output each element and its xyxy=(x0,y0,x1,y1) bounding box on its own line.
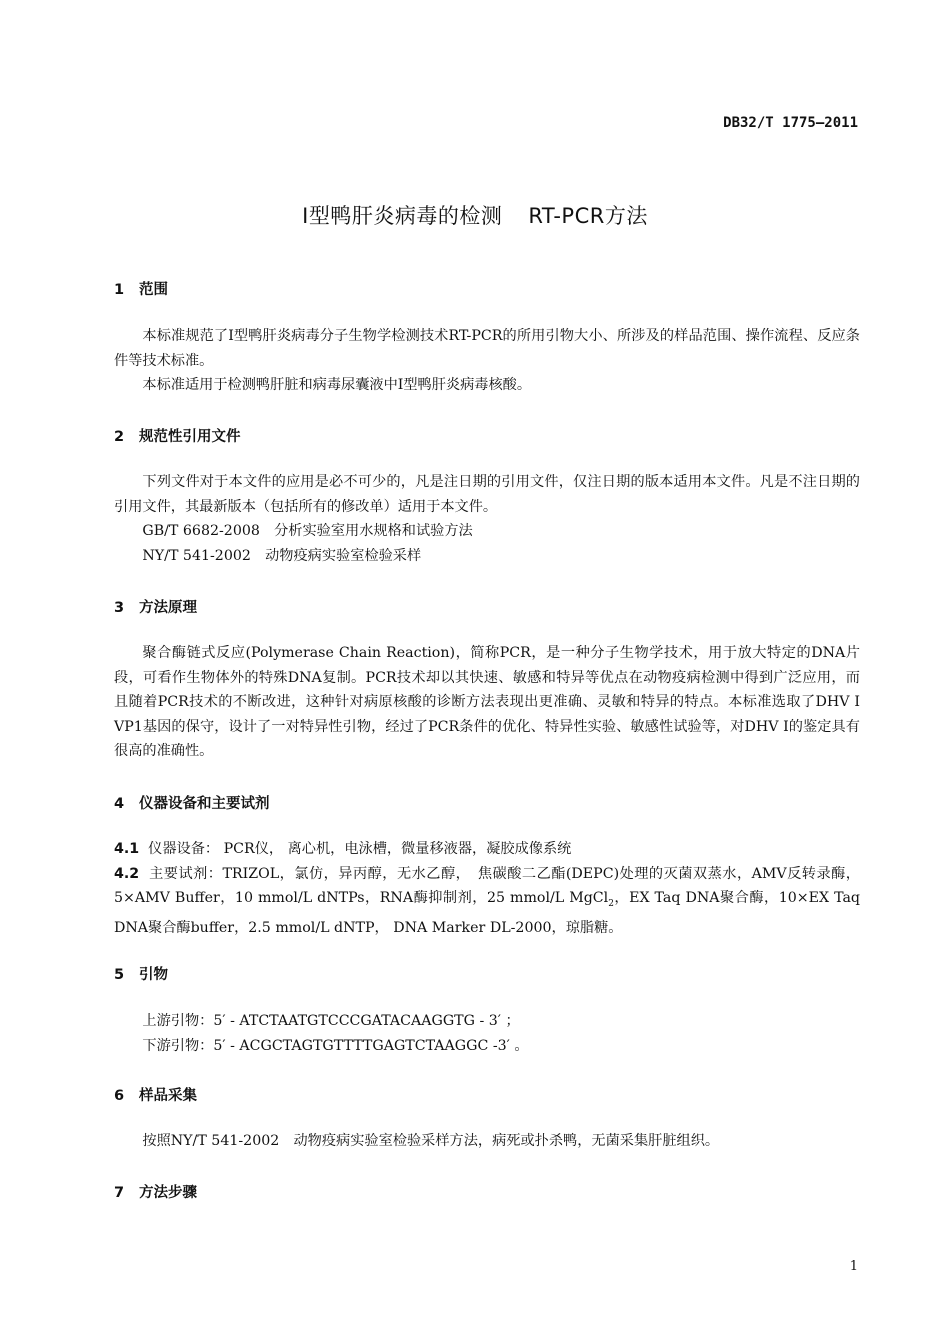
standard-code: DB32/T 1775—2011 xyxy=(723,115,858,131)
section-heading-3: 3 方法原理 xyxy=(114,600,197,616)
section-3-paragraph-1: 聚合酶链式反应(Polymerase Chain Reaction)，简称PCR，是一种分子生物学技术，用于放大特定的DNA片段，可看作生物体外的特殊DNA复制。PCR技术却以其快速、敏感和特异等优点在动物疫病检测中得到广泛应用，而且随着PCR技术的不断改进，这种针对病原核酸的诊断方法表现出更准确、灵敏和特异的特点。本标准选取了DHV I VP1基因的保守，设计了一对特异性引物，经过了PCR条件的优化、特异性实验、敏感性试验等，对DHV I的鉴定具有很高的准确性。 xyxy=(114,645,860,759)
item-4-1: 4.1 仪器设备： PCR仪， 离心机，电泳槽，微量移液器，凝胶成像系统 xyxy=(114,841,572,857)
page-number: 1 xyxy=(849,1259,858,1274)
section-3-body xyxy=(114,641,860,764)
section-heading-2: 2 规范性引用文件 xyxy=(114,429,241,445)
section-5-body xyxy=(114,1009,860,1058)
forward-primer: 上游引物：5′ - ATCTAATGTCCCGATACAAGGTG - 3′ ； xyxy=(142,1013,520,1029)
section-heading-7: 7 方法步骤 xyxy=(114,1185,197,1201)
section-2-paragraph-1: 下列文件对于本文件的应用是必不可少的，凡是注日期的引用文件，仅注日期的版本适用本文件。凡是不注日期的引用文件，其最新版本（包括所有的修改单）适用于本文件。 xyxy=(114,474,860,515)
section-heading-1: 1 范围 xyxy=(114,282,168,298)
section-6-paragraph-1: 按照NY/T 541-2002 动物疫病实验室检验采样方法，病死或扑杀鸭，无菌采集肝脏组织。 xyxy=(142,1133,720,1149)
document-title xyxy=(0,200,950,230)
section-heading-4: 4 仪器设备和主要试剂 xyxy=(114,796,270,812)
section-heading-6: 6 样品采集 xyxy=(114,1088,197,1104)
section-1-body xyxy=(114,324,860,398)
section-1-paragraph-2: 本标准适用于检测鸭肝脏和病毒尿囊液中I型鸭肝炎病毒核酸。 xyxy=(142,377,532,393)
reference-nyt-541: NY/T 541-2002 动物疫病实验室检验采样 xyxy=(142,547,422,564)
reverse-primer: 下游引物：5′ - ACGCTAGTGTTTTGAGTCTAAGGC -3′ 。 xyxy=(142,1037,529,1054)
item-4-2: 4.2 主要试剂：TRIZOL，氯仿，异丙醇，无水乙醇， 焦碳酸二乙酯(DEPC)处理的灭菌双蒸水，AMV反转录酶，5×AMV Buffer，10 mmol/L dNTPs，RNA酶抑制剂，25 mmol/L MgCl$_2$，EX Taq DNA聚合酶，10×EX Taq DNA聚合酶buffer，2.5 mmol/L dNTP， DNA Marker DL-2000，琼脂糖。 xyxy=(114,865,860,937)
title-part2: RT-PCR方法 xyxy=(528,204,648,228)
section-6-body xyxy=(114,1129,860,1154)
section-4-body xyxy=(114,837,860,941)
section-2-body xyxy=(114,470,860,568)
title-part1: I型鸭肝炎病毒的检测 xyxy=(302,204,503,228)
section-1-paragraph-1: 本标准规范了I型鸭肝炎病毒分子生物学检测技术RT-PCR的所用引物大小、所涉及的样品范围、操作流程、反应条件等技术标准。 xyxy=(114,328,860,369)
section-heading-5: 5 引物 xyxy=(114,967,168,983)
reference-gbt-6682: GB/T 6682-2008 分析实验室用水规格和试验方法 xyxy=(142,523,473,539)
